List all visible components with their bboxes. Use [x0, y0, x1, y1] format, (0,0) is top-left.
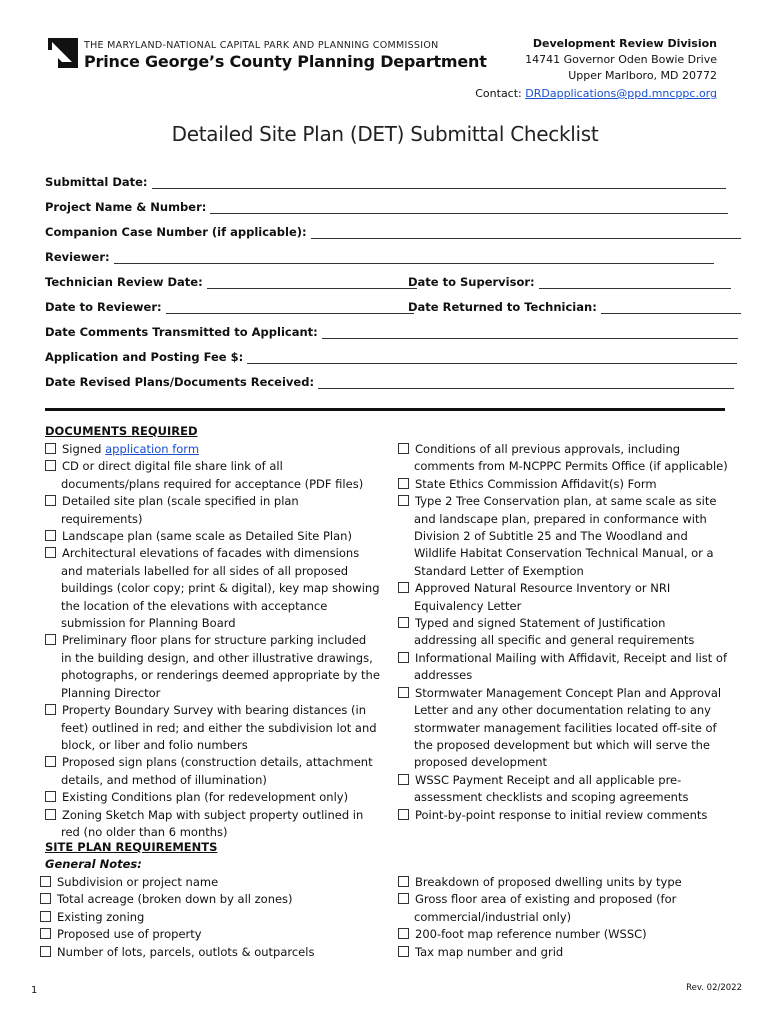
- date-revised-field[interactable]: [45, 375, 734, 389]
- project-name-line[interactable]: [210, 201, 728, 214]
- project-name-label: Project Name & Number:: [45, 200, 207, 214]
- submittal-date-field[interactable]: [45, 175, 726, 189]
- date-to-supervisor-line[interactable]: [539, 276, 731, 289]
- address-block: [525, 36, 717, 84]
- checkbox[interactable]: [40, 911, 51, 922]
- checkbox[interactable]: [45, 530, 56, 541]
- project-name-field[interactable]: [45, 200, 728, 214]
- checkbox[interactable]: [40, 946, 51, 957]
- checkbox[interactable]: [398, 495, 409, 506]
- doc-item[interactable]: CD or direct digital file share link of all documents/plans required for acceptance (PDF files): [45, 458, 380, 493]
- doc-item[interactable]: Informational Mailing with Affidavit, Receipt and list of addresses: [398, 650, 728, 685]
- doc-item[interactable]: Architectural elevations of facades with dimensions and materials labelled for all sides of all proposed buildings (color copy; print & digital), key map showing the location of the elevations with acceptance submission for Planning Board: [45, 545, 380, 632]
- checkbox[interactable]: [398, 687, 409, 698]
- doc-item[interactable]: Proposed sign plans (construction details, attachment details, and method of illumination): [45, 754, 380, 789]
- doc-item-signed-application[interactable]: Signed application form: [45, 441, 380, 458]
- revision-date: Rev. 02/2022: [686, 983, 742, 993]
- checkbox[interactable]: [45, 756, 56, 767]
- documents-required-heading: DOCUMENTS REQUIRED: [45, 424, 198, 438]
- checkbox[interactable]: [40, 876, 51, 887]
- checkbox[interactable]: [45, 704, 56, 715]
- mncppc-logo-icon: [48, 38, 78, 68]
- reviewer-label: Reviewer:: [45, 250, 110, 264]
- date-to-supervisor-field[interactable]: [408, 275, 731, 289]
- date-comments-field[interactable]: [45, 325, 738, 339]
- technician-review-date-line[interactable]: [207, 276, 417, 289]
- doc-item[interactable]: Approved Natural Resource Inventory or NRI Equivalency Letter: [398, 580, 728, 615]
- site-plan-item[interactable]: Proposed use of property: [40, 926, 380, 943]
- checkbox[interactable]: [45, 495, 56, 506]
- reviewer-line[interactable]: [114, 251, 714, 264]
- date-to-reviewer-field[interactable]: [45, 300, 414, 314]
- checkbox[interactable]: [45, 634, 56, 645]
- checkbox[interactable]: [398, 617, 409, 628]
- checkbox[interactable]: [398, 582, 409, 593]
- checkbox[interactable]: [45, 443, 56, 454]
- date-returned-label: Date Returned to Technician:: [408, 300, 597, 314]
- technician-review-date-label: Technician Review Date:: [45, 275, 203, 289]
- checkbox[interactable]: [398, 928, 409, 939]
- doc-item[interactable]: Zoning Sketch Map with subject property outlined in red (no older than 6 months): [45, 807, 380, 842]
- companion-case-label: Companion Case Number (if applicable):: [45, 225, 307, 239]
- fee-line[interactable]: [247, 351, 737, 364]
- date-revised-line[interactable]: [318, 376, 734, 389]
- documents-left-column: [45, 441, 380, 841]
- division-name: Development Review Division: [532, 37, 717, 50]
- contact-email-link[interactable]: DRDapplications@ppd.mncppc.org: [525, 87, 717, 100]
- application-form-link[interactable]: application form: [105, 442, 200, 456]
- page-title: Detailed Site Plan (DET) Submittal Checklist: [171, 122, 599, 146]
- date-returned-field[interactable]: [408, 300, 741, 314]
- contact-label: Contact:: [475, 87, 522, 100]
- checkbox[interactable]: [398, 774, 409, 785]
- doc-item[interactable]: Property Boundary Survey with bearing distances (in feet) outlined in red; and either the subdivision lot and block, or liber and folio numbers: [45, 702, 380, 754]
- date-returned-line[interactable]: [601, 301, 741, 314]
- submittal-date-line[interactable]: [152, 176, 726, 189]
- reviewer-field[interactable]: [45, 250, 714, 264]
- fee-field[interactable]: [45, 350, 737, 364]
- site-plan-heading: SITE PLAN REQUIREMENTS: [45, 840, 218, 854]
- general-notes-subheading: General Notes:: [45, 857, 142, 871]
- site-plan-item[interactable]: Tax map number and grid: [398, 944, 728, 961]
- checkbox[interactable]: [45, 791, 56, 802]
- site-plan-right-column: [398, 874, 728, 961]
- checkbox[interactable]: [398, 478, 409, 489]
- site-plan-left-column: [40, 874, 380, 961]
- site-plan-item[interactable]: Breakdown of proposed dwelling units by type: [398, 874, 728, 891]
- doc-item[interactable]: Landscape plan (same scale as Detailed Site Plan): [45, 528, 380, 545]
- date-comments-label: Date Comments Transmitted to Applicant:: [45, 325, 318, 339]
- site-plan-item[interactable]: 200-foot map reference number (WSSC): [398, 926, 728, 943]
- checkbox[interactable]: [45, 460, 56, 471]
- checkbox[interactable]: [40, 893, 51, 904]
- doc-item[interactable]: Typed and signed Statement of Justification addressing all specific and general requirements: [398, 615, 728, 650]
- doc-item[interactable]: Type 2 Tree Conservation plan, at same scale as site and landscape plan, prepared in conformance with Division 2 of Subtitle 25 and The Woodland and Wildlife Habitat Conservation Technical Manual, or a Standard Letter of Exemption: [398, 493, 728, 580]
- technician-review-date-field[interactable]: [45, 275, 417, 289]
- site-plan-item[interactable]: Total acreage (broken down by all zones): [40, 891, 380, 908]
- doc-item[interactable]: Stormwater Management Concept Plan and Approval Letter and any other documentation relating to any stormwater management facilities located off-site of the proposed development but which will serve the proposed development: [398, 685, 728, 772]
- contact-line: [475, 87, 717, 100]
- doc-item[interactable]: WSSC Payment Receipt and all applicable pre-assessment checklists and scoping agreements: [398, 772, 728, 807]
- checkbox[interactable]: [398, 946, 409, 957]
- checkbox[interactable]: [40, 928, 51, 939]
- checkbox[interactable]: [45, 809, 56, 820]
- doc-item[interactable]: Preliminary floor plans for structure parking included in the building design, and other illustrative drawings, photographs, or renderings deemed appropriate by the Planning Director: [45, 632, 380, 702]
- checkbox[interactable]: [398, 893, 409, 904]
- checkbox[interactable]: [398, 443, 409, 454]
- checkbox[interactable]: [398, 809, 409, 820]
- checkbox[interactable]: [398, 876, 409, 887]
- address-line-2: Upper Marlboro, MD 20772: [568, 69, 717, 82]
- section-divider: [45, 408, 725, 411]
- site-plan-item[interactable]: Gross floor area of existing and proposed (for commercial/industrial only): [398, 891, 728, 926]
- checkbox[interactable]: [45, 547, 56, 558]
- agency-name: THE MARYLAND-NATIONAL CAPITAL PARK AND PLANNING COMMISSION: [84, 40, 439, 51]
- doc-item[interactable]: Conditions of all previous approvals, including comments from M-NCPPC Permits Office (if applicable): [398, 441, 728, 476]
- date-to-reviewer-label: Date to Reviewer:: [45, 300, 162, 314]
- date-to-supervisor-label: Date to Supervisor:: [408, 275, 535, 289]
- doc-item[interactable]: Existing Conditions plan (for redevelopment only): [45, 789, 380, 806]
- address-line-1: 14741 Governor Oden Bowie Drive: [525, 53, 717, 66]
- submittal-date-label: Submittal Date:: [45, 175, 148, 189]
- doc-item[interactable]: Point-by-point response to initial review comments: [398, 807, 728, 824]
- documents-right-column: [398, 441, 728, 824]
- date-revised-label: Date Revised Plans/Documents Received:: [45, 375, 315, 389]
- companion-case-field[interactable]: [45, 225, 741, 239]
- site-plan-item[interactable]: Subdivision or project name: [40, 874, 380, 891]
- date-comments-line[interactable]: [322, 326, 738, 339]
- doc-item[interactable]: Detailed site plan (scale specified in plan requirements): [45, 493, 380, 528]
- page-number: 1: [31, 985, 38, 996]
- checkbox[interactable]: [398, 652, 409, 663]
- site-plan-item[interactable]: Existing zoning: [40, 909, 380, 926]
- doc-item[interactable]: State Ethics Commission Affidavit(s) Form: [398, 476, 728, 493]
- fee-label: Application and Posting Fee $:: [45, 350, 244, 364]
- companion-case-line[interactable]: [311, 226, 741, 239]
- department-name: Prince George’s County Planning Department: [84, 52, 487, 71]
- date-to-reviewer-line[interactable]: [166, 301, 414, 314]
- site-plan-item[interactable]: Number of lots, parcels, outlots & outparcels: [40, 944, 380, 961]
